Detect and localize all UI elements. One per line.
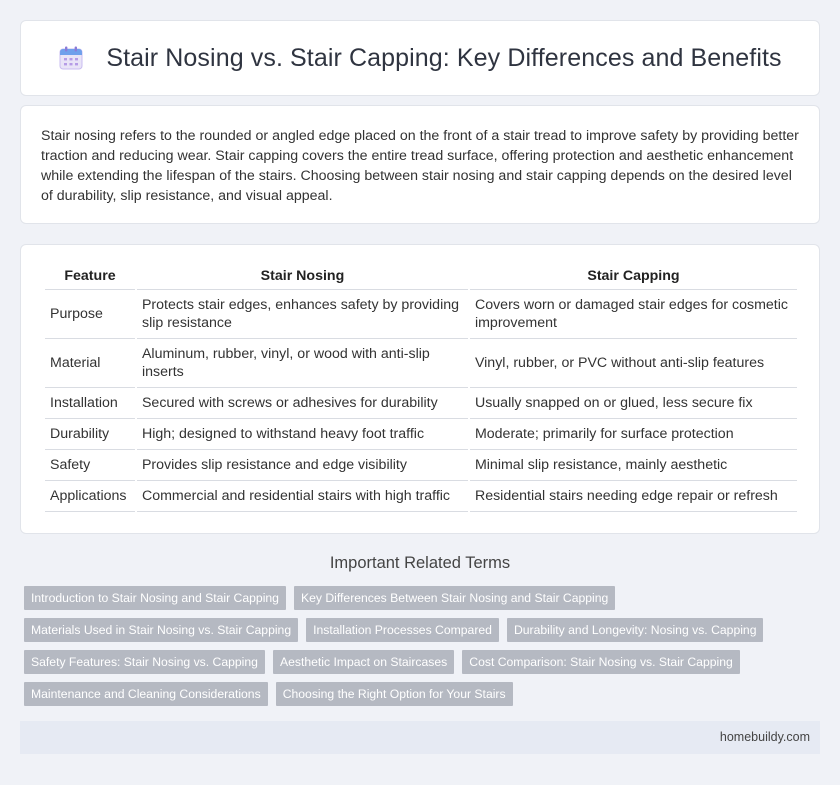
tag-row — [24, 618, 814, 642]
row-feature: Material — [45, 339, 135, 388]
row-feature: Purpose — [45, 290, 135, 339]
row-nosing: Protects stair edges, enhances safety by providing slip resistance — [137, 290, 468, 339]
related-tag[interactable]: Choosing the Right Option for Your Stairs — [276, 682, 513, 706]
table-row — [45, 290, 797, 339]
row-feature: Applications — [45, 481, 135, 512]
comparison-table — [43, 261, 799, 512]
table-header-row — [45, 261, 797, 290]
tag-row — [24, 682, 814, 706]
tag-row — [24, 586, 814, 610]
row-capping: Vinyl, rubber, or PVC without anti-slip features — [470, 339, 797, 388]
row-capping: Residential stairs needing edge repair or refresh — [470, 481, 797, 512]
related-tag[interactable]: Cost Comparison: Stair Nosing vs. Stair Capping — [462, 650, 740, 674]
footer — [20, 721, 820, 754]
table-row — [45, 339, 797, 388]
row-capping: Usually snapped on or glued, less secure fix — [470, 388, 797, 419]
related-tag[interactable]: Maintenance and Cleaning Considerations — [24, 682, 268, 706]
row-nosing: High; designed to withstand heavy foot traffic — [137, 419, 468, 450]
related-tag[interactable]: Installation Processes Compared — [306, 618, 499, 642]
row-feature: Installation — [45, 388, 135, 419]
row-capping: Covers worn or damaged stair edges for cosmetic improvement — [470, 290, 797, 339]
row-nosing: Aluminum, rubber, vinyl, or wood with anti-slip inserts — [137, 339, 468, 388]
header-stair-nosing: Stair Nosing — [137, 261, 468, 290]
related-terms-title: Important Related Terms — [329, 554, 511, 572]
intro-card — [20, 105, 820, 224]
related-tag[interactable]: Materials Used in Stair Nosing vs. Stair Capping — [24, 618, 298, 642]
table-row — [45, 388, 797, 419]
table-row — [45, 450, 797, 481]
footer-site-link[interactable]: homebuildy.com — [719, 730, 810, 744]
header-feature: Feature — [45, 261, 135, 290]
table-row — [45, 481, 797, 512]
related-tag[interactable]: Safety Features: Stair Nosing vs. Capping — [24, 650, 265, 674]
title-wrap — [58, 44, 781, 73]
calendar-icon — [58, 45, 84, 71]
row-nosing: Provides slip resistance and edge visibility — [137, 450, 468, 481]
row-feature: Safety — [45, 450, 135, 481]
header-stair-capping: Stair Capping — [470, 261, 797, 290]
comparison-table-card — [20, 244, 820, 534]
intro-text: Stair nosing refers to the rounded or angled edge placed on the front of a stair tread to improve safety by providing better traction and reducing wear. Stair capping covers the entire tread surface, offering protection and aesthetic enhancement while extending the lifespan of the stairs. Choosing between stair nosing and stair capping depends on the desired level of durability, slip resistance, and visual appeal. — [41, 128, 799, 204]
row-feature: Durability — [45, 419, 135, 450]
related-tag[interactable]: Key Differences Between Stair Nosing and Stair Capping — [294, 586, 615, 610]
row-capping: Moderate; primarily for surface protection — [470, 419, 797, 450]
row-capping: Minimal slip resistance, mainly aesthetic — [470, 450, 797, 481]
related-tag[interactable]: Aesthetic Impact on Staircases — [273, 650, 454, 674]
related-terms-tags — [24, 586, 814, 714]
row-nosing: Commercial and residential stairs with high traffic — [137, 481, 468, 512]
related-tag[interactable]: Durability and Longevity: Nosing vs. Capping — [507, 618, 764, 642]
related-tag[interactable]: Introduction to Stair Nosing and Stair Capping — [24, 586, 286, 610]
page-title: Stair Nosing vs. Stair Capping: Key Differences and Benefits — [106, 43, 782, 72]
row-nosing: Secured with screws or adhesives for durability — [137, 388, 468, 419]
header-card — [20, 20, 820, 96]
table-row — [45, 419, 797, 450]
tag-row — [24, 650, 814, 674]
